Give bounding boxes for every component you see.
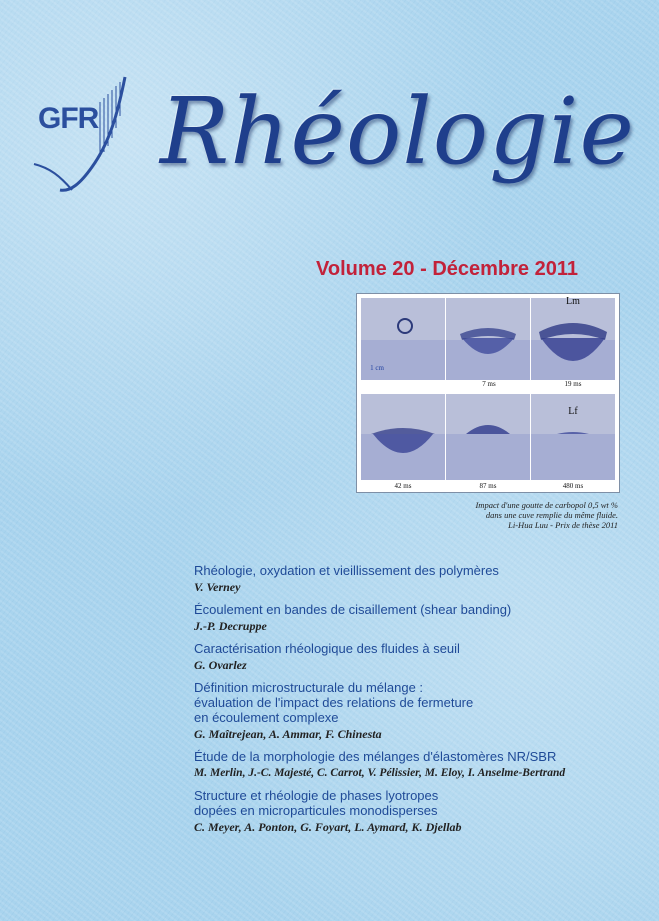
- scale-label: 1 cm: [370, 364, 384, 372]
- article-4: [194, 680, 634, 741]
- figure-caption: [440, 500, 618, 530]
- drop-impact-figure: [356, 293, 620, 493]
- article-title: Étude de la morphologie des mélanges d'élastomères NR/SBR: [194, 749, 557, 764]
- time-label-5: 480 ms: [562, 482, 584, 490]
- article-title: en écoulement complexe: [194, 710, 339, 725]
- article-1: [194, 563, 634, 594]
- article-title: Écoulement en bandes de cisaillement (shear banding): [194, 602, 512, 617]
- volume-line: Volume 20 - Décembre 2011: [316, 258, 578, 280]
- article-3: [194, 641, 634, 672]
- frame-top-2: [446, 298, 530, 380]
- article-authors: J.-P. Decruppe: [194, 619, 267, 633]
- frame-bottom-2: [446, 394, 530, 480]
- article-title: Caractérisation rhéologique des fluides à seuil: [194, 641, 460, 656]
- gfr-logo: [30, 72, 130, 202]
- time-label-2: 19 ms: [564, 380, 582, 388]
- frame-top-3: [531, 298, 615, 380]
- article-authors: V. Verney: [194, 580, 241, 594]
- lm-label: Lm: [566, 296, 580, 307]
- article-title: Rhéologie, oxydation et vieillissement des polymères: [194, 563, 499, 578]
- caption-line: Impact d'une goutte de carbopol 0,5 wt %: [475, 500, 618, 510]
- article-title: dopées en microparticules monodisperses: [194, 803, 438, 818]
- article-authors: G. Ovarlez: [194, 658, 247, 672]
- frame-bottom-1: [361, 394, 445, 480]
- caption-line: dans une cuve remplie du même fluide.: [485, 510, 618, 520]
- article-5: [194, 749, 634, 780]
- table-of-contents: [194, 563, 634, 842]
- caption-line: Li-Hua Luu - Prix de thèse 2011: [508, 520, 618, 530]
- article-authors: M. Merlin, J.-C. Majesté, C. Carrot, V. Pélissier, M. Eloy, I. Anselme-Bertrand: [194, 767, 566, 779]
- article-2: [194, 602, 634, 633]
- time-label-1: 7 ms: [482, 380, 496, 388]
- time-label-4: 87 ms: [479, 482, 497, 490]
- article-title: évaluation de l'impact des relations de fermeture: [194, 695, 474, 710]
- article-authors: C. Meyer, A. Ponton, G. Foyart, L. Aymard, K. Djellab: [194, 820, 462, 834]
- article-6: [194, 788, 634, 834]
- gfr-wave-icon: [30, 72, 130, 202]
- article-authors: G. Maîtrejean, A. Ammar, F. Chinesta: [194, 727, 382, 741]
- article-title: Définition microstructurale du mélange :: [194, 680, 424, 695]
- time-label-3: 42 ms: [394, 482, 412, 490]
- lf-label: Lf: [568, 406, 578, 417]
- journal-title: Rhéologie: [160, 78, 635, 185]
- logo-text: GFR: [38, 102, 99, 135]
- article-title: Structure et rhéologie de phases lyotropes: [194, 788, 439, 803]
